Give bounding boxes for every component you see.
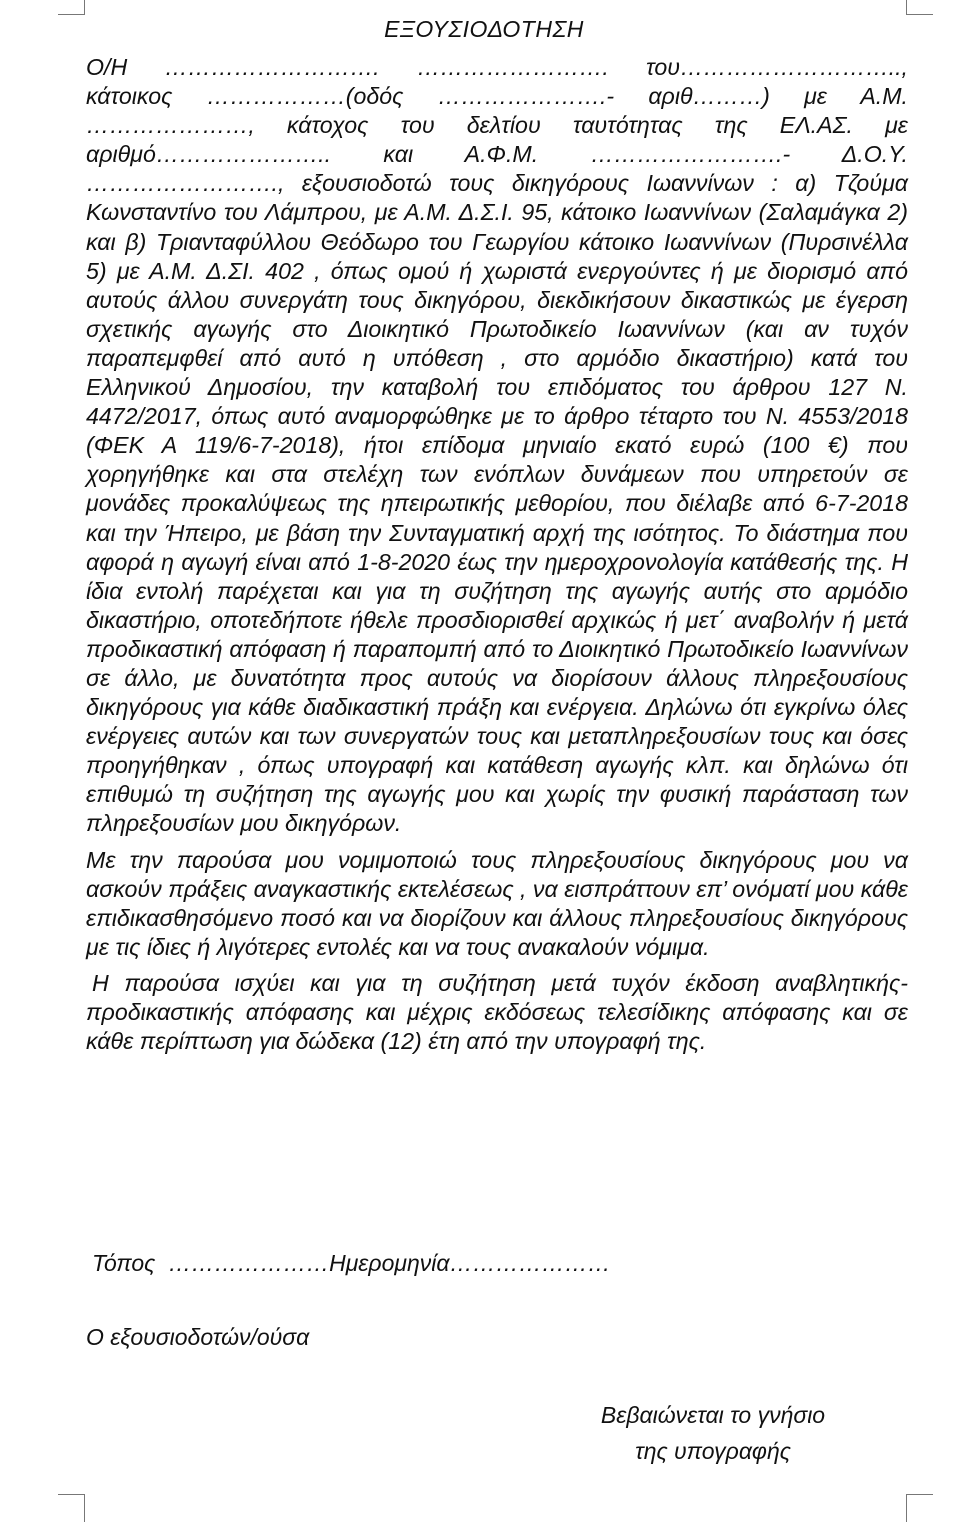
document-body [86,53,908,1056]
crop-mark-top-left [58,0,85,15]
grantor-signature-label: Ο εξουσιοδοτών/ούσα [86,1324,310,1350]
crop-mark-top-right [906,0,933,15]
paragraph-legitimation: Με την παρούσα μου νομιμοποιώ τους πληρεξουσίους δικηγόρους μου να ασκούν πράξεις αναγκαστικής εκτελέσεως , να εισπράττουν επ’ ονόματί μου κάθε επιδικασθησόμενο ποσό και να διορίζουν και άλλους πληρεξουσίους δικηγόρους με τις ίδιες ή λιγότερες εντολές και να τους ανακαλούν νόμιμα. [86,846,908,960]
place-date-line: Τόπος …………………Ημερομηνία………………… [92,1250,611,1276]
signature-certification [560,1397,866,1469]
crop-mark-bottom-right [906,1494,933,1522]
paragraph-validity: Η παρούσα ισχύει και για τη συζήτηση μετά τυχόν έκδοση αναβλητικής- προδικαστικής απόφασης και μέχρις εκδόσεως τελεσίδικης απόφασης και σε κάθε περίπτωση για δώδεκα (12) έτη από την υπογραφή της. [86,969,908,1055]
document-title: ΕΞΟΥΣΙΟΔΟΤΗΣΗ [384,16,584,42]
paragraph-authorization: Ο/Η ………………………. ……………………. του……………………….., κάτοικος ………………(οδός ………………….- αριθ………) με Α.Μ. …………………, κάτοχος του δελτίου ταυτότητας της ΕΛ.ΑΣ. με αριθμό………………….. και Α.Φ.Μ. …………………….- Δ.Ο.Υ. ……………………., εξουσιοδοτώ τους δικηγόρους Ιωαννίνων : α) Τζούμα Κωνσταντίνο του Λάμπρου, με Α.Μ. Δ.Σ.Ι. 95, κάτοικο Ιωαννίνων (Σαλαμάγκα 2) και β) Τριανταφύλλου Θεόδωρο του Γεωργίου κάτοικο Ιωαννίνων (Πυρσινέλλα 5) με Α.Μ. Δ.ΣΙ. 402 , όπως ομού ή χωριστά ενεργούντες ή με διορισμό από αυτούς άλλου συνεργάτη τους δικηγόρου, διεκδικήσουν δικαστικώς με έγερση σχετικής αγωγής στο Διοικητικό Πρωτοδικείο Ιωαννίνων (και αν τυχόν παραπεμφθεί από αυτό η υπόθεση , στο αρμόδιο δικαστήριο) κατά του Ελληνικού Δημοσίου, την καταβολή του επιδόματος του άρθρου 127 Ν. 4472/2017, όπως αυτό αναμορφώθηκε με το άρθρο τέταρτο του Ν. 4553/2018 (ΦΕΚ Α 119/6-7-2018), ήτοι επίδομα μηνιαίο εκατό ευρώ (100 €) που χορηγήθηκε και στα στελέχη των ενόπλων δυνάμεων που υπηρετούν σε μονάδες προκαλύψεως της ηπειρωτικής μεθορίου, που διέλαβε από 6-7-2018 και την Ήπειρο, με βάση την Συνταγματική αρχή της ισότητος. Το διάστημα που αφορά η αγωγή είναι από 1-8-2020 έως την ημεροχρονολογία κατάθεσής της. Η ίδια εντολή παρέχεται και για τη συζήτηση της αγωγής αυτής στο αρμόδιο δικαστήριο, οποτεδήποτε ήθελε προσδιορισθεί αρχικώς ή μετ΄ αναβολήν ή μετά προδικαστική απόφαση ή παραπομπή από το Διοικητικό Πρωτοδικείο Ιωαννίνων σε άλλο, με δυνατότητα προς αυτούς να διορίσουν άλλους πληρεξουσίους δικηγόρους για κάθε διαδικαστική πράξη και ενέργεια. Δηλώνω ότι εγκρίνω όλες ενέργειες αυτών και των συνεργατών τους και μεταπληρεξουσίων τους και όσες προηγήθηκαν , όπως υπογραφή και κατάθεση αγωγής κλπ. και δηλώνω ότι επιθυμώ τη συζήτηση της αγωγής μου και χωρίς την φυσική παράσταση των πληρεξουσίων μου δικηγόρων. [86,54,908,837]
crop-mark-bottom-left [58,1494,85,1522]
certification-line-2: της υπογραφής [635,1438,791,1464]
certification-line-1: Βεβαιώνεται το γνήσιο [600,1402,826,1428]
